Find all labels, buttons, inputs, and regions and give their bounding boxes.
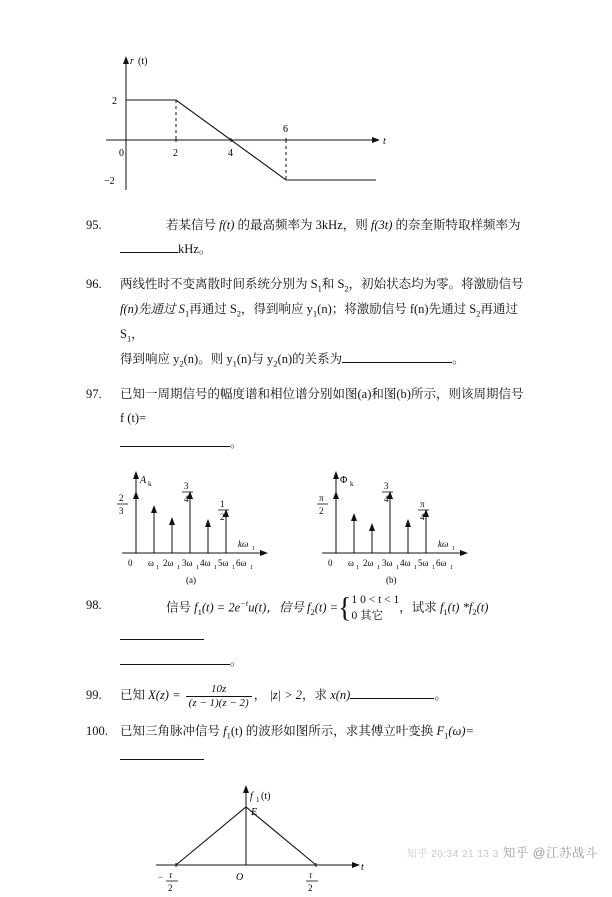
- svg-text:4: 4: [420, 512, 425, 523]
- figure-97a: [117, 471, 268, 585]
- q96-line3-a: 得到响应 y: [120, 351, 180, 366]
- q99-cond: |z| > 2: [269, 687, 303, 702]
- svg-text:2: 2: [319, 506, 324, 517]
- figure-97-spectra: [86, 465, 526, 587]
- svg-text:τ: τ: [169, 869, 173, 880]
- svg-text:1: 1: [396, 565, 399, 572]
- q96-line2-b: 再通过 S: [189, 301, 237, 316]
- svg-text:2: 2: [112, 96, 117, 107]
- q98-f2: f: [306, 600, 311, 615]
- q96-s6: 2: [476, 308, 481, 319]
- q99-seg3: ，求: [302, 687, 328, 702]
- q98-conv-mid: (t) *: [447, 600, 469, 615]
- svg-text:Φ: Φ: [340, 475, 348, 487]
- svg-text:π: π: [319, 493, 324, 504]
- svg-text:t: t: [361, 861, 364, 873]
- q95-seg1: 若某信号: [166, 218, 217, 232]
- svg-text:2ω: 2ω: [163, 558, 174, 569]
- svg-text:t: t: [383, 136, 386, 147]
- question-98-number: 98.: [86, 598, 102, 613]
- q96-s2: 2: [344, 283, 349, 294]
- svg-text:3ω: 3ω: [382, 558, 393, 569]
- question-98: [86, 593, 526, 673]
- svg-text:E: E: [251, 806, 258, 818]
- q98-f1: f: [194, 600, 198, 615]
- q96-line2-d: (n)；将激励信号 f(n)先通过 S: [317, 301, 477, 316]
- svg-text:1: 1: [156, 565, 159, 572]
- svg-text:−: −: [158, 871, 164, 882]
- q96-line2-c: ，得到响应 y: [241, 301, 313, 316]
- svg-text:5ω: 5ω: [218, 558, 229, 569]
- watermark-text: 知乎 @江苏战斗: [502, 846, 598, 860]
- q98-f1-sub: 1: [197, 607, 202, 618]
- q98-conv-f2-sub: 2: [472, 607, 477, 618]
- q96-line2-e: 再通过 S: [120, 301, 518, 341]
- q96-line3-c: (n)与 y: [236, 351, 274, 366]
- watermark-faint: 知乎 20:34 21 13 3: [406, 849, 499, 860]
- q98-conv-end: (t): [476, 600, 489, 615]
- q97-line2: 。: [230, 435, 243, 450]
- question-96-number: 96.: [86, 276, 102, 291]
- svg-text:1: 1: [252, 546, 255, 553]
- svg-text:O: O: [236, 871, 244, 883]
- q98-case2: 0 其它: [351, 609, 384, 622]
- svg-text:k: k: [148, 480, 152, 489]
- svg-text:0: 0: [328, 558, 333, 569]
- figure-100-svg: [86, 779, 426, 897]
- q96-s5: 1: [312, 308, 318, 319]
- svg-text:ω: ω: [348, 558, 354, 569]
- q97-answer-blank[interactable]: [120, 433, 230, 447]
- question-99-number: 99.: [86, 687, 102, 702]
- q99-fraction: [186, 683, 252, 709]
- figure-top-svg: [86, 40, 416, 205]
- svg-text:0: 0: [128, 558, 133, 569]
- q96-line3-b: (n)。则 y: [183, 351, 233, 366]
- q100-F1-sub: 1: [444, 730, 449, 741]
- svg-text:4: 4: [184, 494, 189, 505]
- svg-text:2ω: 2ω: [363, 558, 374, 569]
- q95-f-t: f(t): [219, 218, 235, 232]
- svg-text:1: 1: [232, 565, 235, 572]
- q99-tail: 。: [434, 687, 447, 702]
- svg-text:2: 2: [220, 512, 225, 523]
- q99-answer-blank[interactable]: [350, 685, 434, 699]
- question-97: [86, 382, 526, 455]
- svg-text:1: 1: [377, 565, 380, 572]
- question-97-number: 97.: [86, 387, 102, 401]
- page-content: [86, 40, 526, 897]
- q100-f1: f: [223, 724, 227, 739]
- svg-text:1: 1: [414, 565, 417, 572]
- q99-X-rest: (z) =: [155, 687, 181, 702]
- svg-text:τ: τ: [309, 869, 313, 880]
- q99-xn: x(n): [330, 687, 351, 702]
- q96-line2-a: f(n)先通过 S: [120, 301, 185, 316]
- q99-seg1: 已知: [120, 687, 146, 702]
- svg-text:(t): (t): [261, 790, 271, 802]
- q96-line1-a: 两线性时不变离散时间系统分别为 S: [120, 276, 318, 291]
- q98-seg2: ，试求: [399, 600, 437, 615]
- svg-text:f: f: [250, 790, 253, 802]
- question-96-body: [120, 272, 526, 372]
- svg-text:1: 1: [177, 565, 180, 572]
- svg-text:1: 1: [196, 565, 199, 572]
- q99-num-bot: (z − 1)(z − 2): [188, 696, 249, 709]
- question-98-body: [120, 593, 526, 673]
- q96-answer-blank[interactable]: [342, 349, 452, 363]
- svg-text:2: 2: [119, 493, 124, 504]
- q96-s4: 2: [236, 308, 242, 319]
- q98-exp: −t: [240, 598, 249, 609]
- svg-text:6ω: 6ω: [236, 558, 247, 569]
- q96-line3-e: 。: [452, 351, 465, 366]
- q100-f1-sub: 1: [226, 730, 231, 741]
- q100-f1-rest: (t) 的波形如图所示，求其傅立叶变换: [230, 724, 434, 739]
- svg-text:3: 3: [184, 481, 189, 492]
- q96-s7: 1: [126, 333, 132, 344]
- svg-text:π: π: [420, 499, 425, 510]
- svg-text:2: 2: [173, 148, 178, 159]
- svg-text:4: 4: [384, 494, 389, 505]
- q95-seg3: 的奈奎斯特取样频率为: [395, 218, 521, 232]
- svg-text:3ω: 3ω: [182, 558, 193, 569]
- q99-num-top: 10z: [186, 683, 252, 697]
- q98-f1-rest: (t) = 2e: [201, 600, 241, 615]
- svg-text:1: 1: [256, 795, 260, 804]
- svg-text:4ω: 4ω: [200, 558, 211, 569]
- svg-text:0: 0: [119, 148, 124, 159]
- svg-text:ω: ω: [148, 558, 154, 569]
- q97-line1: 已知一周期信号的幅度谱和相位谱分别如图(a)和图(b)所示，则该周期信号 f (t)=: [120, 387, 524, 426]
- q95-f-3t: f(3t): [370, 218, 393, 232]
- q100-seg1: 已知三角脉冲信号: [120, 724, 221, 739]
- svg-text:−2: −2: [104, 176, 115, 187]
- svg-text:(t): (t): [138, 56, 148, 67]
- svg-text:r: r: [130, 56, 134, 67]
- svg-text:6ω: 6ω: [436, 558, 447, 569]
- svg-text:(b): (b): [386, 575, 397, 586]
- watermark: [407, 843, 598, 861]
- svg-text:6: 6: [283, 124, 288, 135]
- q99-seg2: ，: [253, 687, 267, 702]
- q95-seg2: 的最高频率为 3kHz，则: [237, 218, 368, 232]
- q98-conv-f1-sub: 1: [443, 607, 448, 618]
- q100-answer-blank[interactable]: [120, 746, 204, 760]
- svg-text:5ω: 5ω: [418, 558, 429, 569]
- q98-cases: [352, 593, 400, 624]
- q96-s10: 2: [273, 358, 278, 369]
- q98-conv-f1: f: [439, 600, 444, 615]
- svg-text:1: 1: [250, 565, 253, 572]
- q96-s9: 1: [232, 358, 237, 369]
- question-97-body: [120, 382, 526, 455]
- svg-text:kω: kω: [238, 539, 249, 550]
- q100-F1: F: [436, 724, 445, 739]
- figure-top-waveform: [86, 40, 526, 205]
- q98-answer-blank-2[interactable]: [120, 651, 230, 665]
- q98-case1: 1 0 < t < 1: [351, 594, 400, 607]
- svg-text:3: 3: [384, 481, 389, 492]
- svg-text:3: 3: [119, 506, 124, 517]
- figure-97b: [317, 471, 468, 585]
- figure-97-svg: [86, 465, 506, 587]
- svg-text:4: 4: [228, 148, 233, 159]
- q96-s1: 1: [317, 283, 322, 294]
- question-95-body: [120, 213, 526, 262]
- q96-s3: 1: [184, 308, 190, 319]
- svg-text:1: 1: [220, 499, 225, 510]
- svg-text:kω: kω: [438, 539, 449, 550]
- q98-f1-rest2: u(t)，信号: [248, 600, 304, 615]
- svg-text:4ω: 4ω: [400, 558, 411, 569]
- svg-text:(a): (a): [186, 575, 196, 586]
- q99-X: X: [148, 687, 156, 702]
- q98-brace: {: [338, 592, 352, 624]
- q98-f2-sub: 2: [310, 607, 315, 618]
- question-96: [86, 272, 526, 372]
- svg-text:1: 1: [450, 565, 453, 572]
- question-100-body: [120, 719, 526, 768]
- svg-text:1: 1: [432, 565, 435, 572]
- svg-text:2: 2: [308, 882, 313, 893]
- q96-line2-f: ，: [131, 326, 144, 341]
- svg-text:1: 1: [452, 546, 455, 553]
- question-99-body: [120, 683, 526, 709]
- question-100: [86, 719, 526, 768]
- q98-conv-f2: f: [468, 600, 473, 615]
- svg-text:1: 1: [356, 565, 359, 572]
- svg-text:1: 1: [214, 565, 217, 572]
- q96-s8: 2: [179, 358, 184, 369]
- svg-text:2: 2: [168, 882, 173, 893]
- question-100-number: 100.: [86, 724, 108, 739]
- figure-100-triangular-pulse: [86, 779, 526, 897]
- q98-seg1: 信号: [166, 600, 192, 615]
- svg-text:k: k: [350, 480, 354, 489]
- q98-answer-blank-1[interactable]: [120, 626, 204, 640]
- question-95-number: 95.: [86, 218, 102, 232]
- q96-line1-c: ，初始状态均为零。将激励信号: [348, 276, 524, 291]
- question-99: [86, 683, 526, 709]
- question-95: [86, 213, 526, 262]
- svg-text:A: A: [140, 475, 147, 487]
- q96-line1-b: 和 S: [321, 276, 345, 291]
- q95-tail: kHz。: [178, 242, 212, 257]
- q96-line3-d: (n)的关系为: [277, 351, 343, 366]
- q100-F1-rest: (ω)=: [448, 724, 474, 739]
- q98-tail: 。: [230, 653, 243, 668]
- q95-answer-blank[interactable]: [120, 239, 178, 253]
- q98-f2-rest: (t) =: [314, 600, 339, 615]
